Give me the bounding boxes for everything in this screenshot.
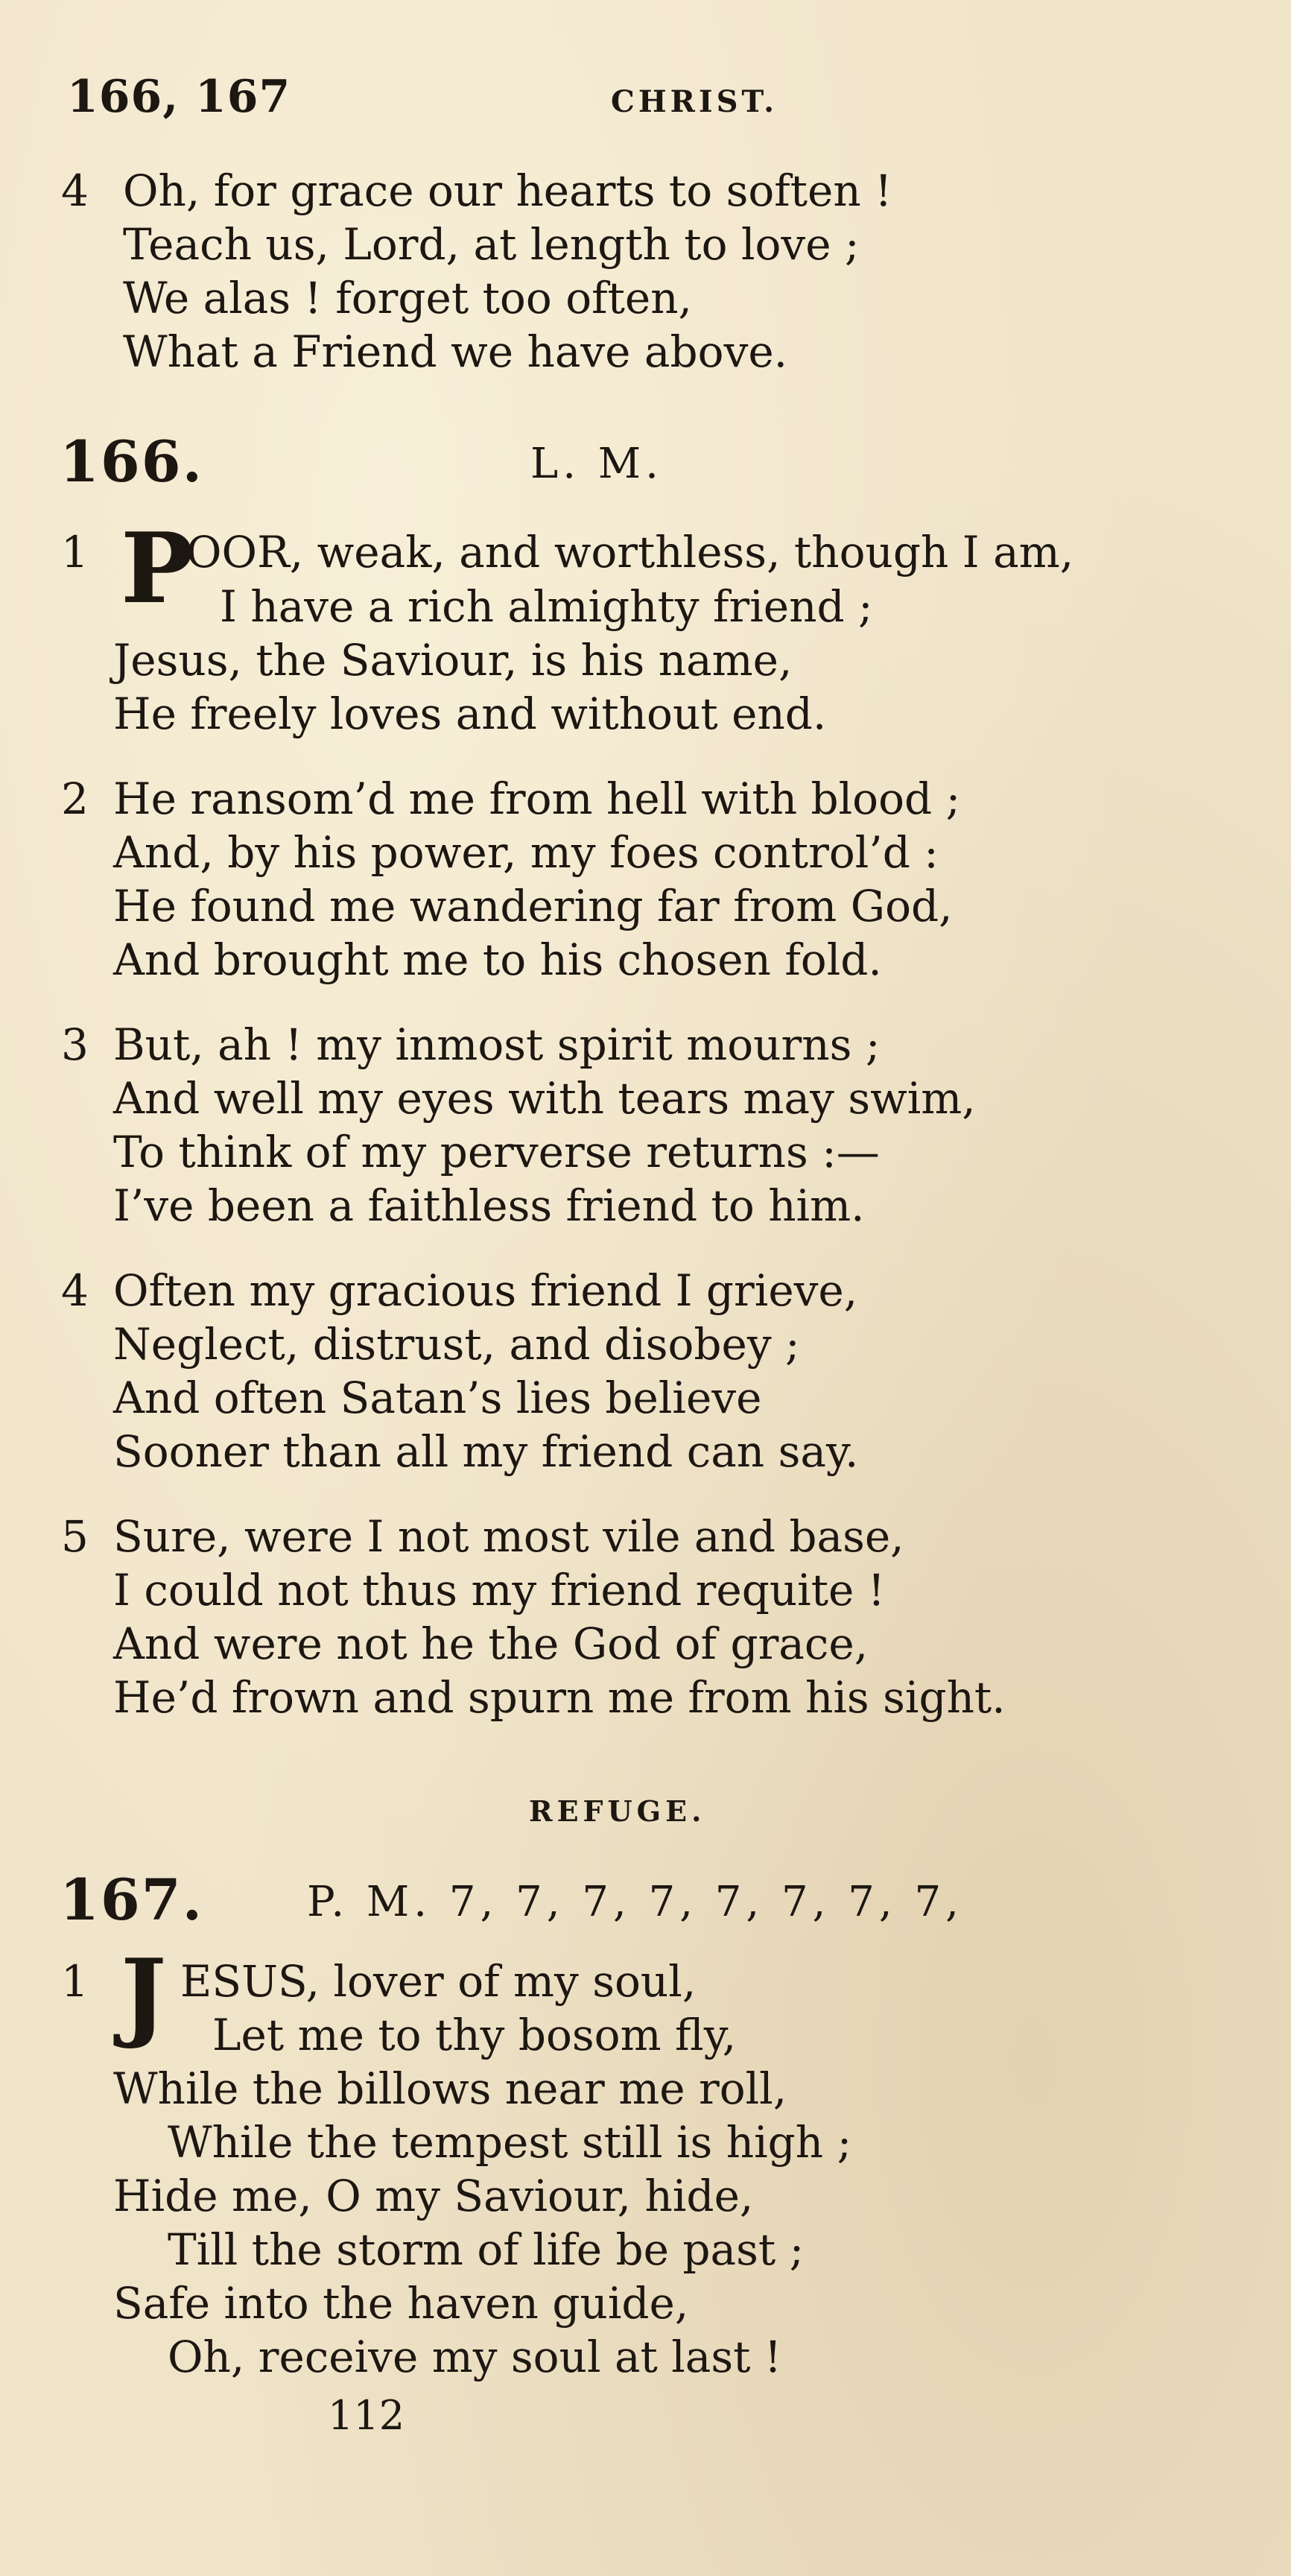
running-head-page-numbers: 166, 167 (67, 71, 291, 123)
verse-line: While the tempest still is high ; (168, 2117, 852, 2168)
carryover-line: Oh, for grace our hearts to soften ! (123, 165, 892, 216)
hymn-167-number: 167. (60, 1867, 204, 1933)
verse-number: 2 (61, 773, 89, 824)
verse-line: And were not he the God of grace, (113, 1618, 869, 1669)
verse-line: I have a rich almighty friend ; (220, 581, 873, 632)
hymn-167-meter: P. M. 7, 7, 7, 7, 7, 7, 7, 7, (307, 1878, 963, 1926)
verse-line: I’ve been a faithless friend to him. (113, 1180, 865, 1231)
verse-number: 5 (61, 1511, 89, 1562)
carryover-line: What a Friend we have above. (123, 326, 788, 377)
verse-number: 4 (61, 1265, 89, 1316)
verse-number: 3 (61, 1019, 89, 1070)
carryover-line: Teach us, Lord, at length to love ; (123, 219, 860, 270)
hymn-166-meter: L. M. (530, 440, 663, 488)
verse-line: I could not thus my friend requite ! (113, 1565, 886, 1615)
verse-line: Sooner than all my friend can say. (113, 1426, 859, 1477)
verse-line: Oh, receive my soul at last ! (168, 2332, 782, 2382)
verse-line: To think of my perverse returns :— (113, 1127, 880, 1177)
verse-line: And well my eyes with tears may swim, (113, 1073, 976, 1124)
drop-cap: P (121, 511, 194, 625)
running-head-title: CHRIST. (611, 84, 778, 119)
verse-line: He freely loves and without end. (113, 689, 827, 739)
verse-line: Let me to thy bosom fly, (212, 2010, 737, 2060)
verse-number: 1 (61, 527, 89, 577)
verse-line: Till the storm of life be past ; (168, 2224, 805, 2275)
verse-line: Neglect, distrust, and disobey ; (113, 1319, 800, 1370)
verse-line: And often Satan’s lies believe (113, 1373, 762, 1423)
drop-cap: J (121, 1937, 167, 2051)
verse-line: While the billows near me roll, (113, 2063, 787, 2114)
verse-line: And, by his power, my foes control’d : (113, 827, 939, 878)
section-title: REFUGE. (529, 1794, 706, 1828)
verse-line: Sure, were I not most vile and base, (113, 1511, 904, 1562)
verse-number: 1 (61, 1956, 89, 2007)
carryover-verse-number: 4 (61, 165, 89, 216)
verse-line: But, ah ! my inmost spirit mourns ; (113, 1019, 881, 1070)
verse-line: Often my gracious friend I grieve, (113, 1265, 858, 1316)
verse-line: Hide me, O my Saviour, hide, (113, 2171, 754, 2221)
hymn-166-number: 166. (60, 428, 204, 495)
page-folio: 112 (328, 2392, 405, 2439)
verse-line: Safe into the haven guide, (113, 2278, 689, 2329)
verse-line: OOR, weak, and worthless, though I am, (186, 527, 1074, 577)
verse-line: He ransom’d me from hell with blood ; (113, 773, 961, 824)
carryover-line: We alas ! forget too often, (123, 273, 692, 323)
verse-line: He found me wandering far from God, (113, 881, 953, 931)
verse-line: ESUS, lover of my soul, (180, 1956, 697, 2007)
verse-line: And brought me to his chosen fold. (113, 934, 882, 985)
verse-line: Jesus, the Saviour, is his name, (113, 635, 793, 686)
verse-line: He’d frown and spurn me from his sight. (113, 1672, 1006, 1723)
